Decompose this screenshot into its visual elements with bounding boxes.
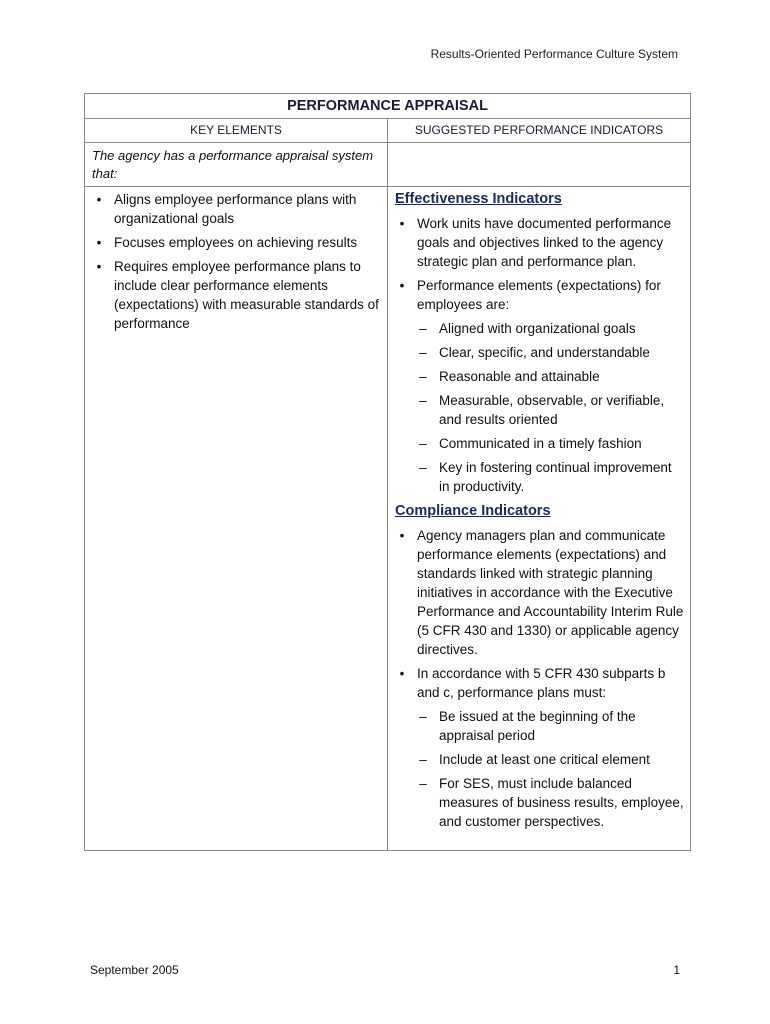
list-item <box>395 214 684 271</box>
key-element-text: Aligns employee performance plans with organizational goals <box>114 192 357 226</box>
sub-indicator-text: Reasonable and attainable <box>439 369 600 384</box>
sub-list-item <box>417 458 684 496</box>
dash-icon: – <box>419 345 427 360</box>
sub-list-item <box>417 391 684 429</box>
key-elements-cell <box>85 187 388 851</box>
column-header-suggested-indicators: SUGGESTED PERFORMANCE INDICATORS <box>388 119 691 143</box>
bullet-icon: • <box>399 528 405 543</box>
sub-indicator-text: Communicated in a timely fashion <box>439 436 642 451</box>
bullet-icon: • <box>96 235 102 250</box>
list-item <box>395 276 684 496</box>
bullet-icon: • <box>96 259 102 274</box>
dash-icon: – <box>419 709 427 724</box>
key-elements-list <box>85 187 387 333</box>
list-item <box>92 257 381 333</box>
intro-statement: The agency has a performance appraisal system that: <box>85 143 388 187</box>
sub-list-item <box>417 343 684 362</box>
indicator-text: In accordance with 5 CFR 430 subparts b and c, performance plans must: <box>417 666 666 700</box>
key-element-text: Focuses employees on achieving results <box>114 235 358 250</box>
table-title: PERFORMANCE APPRAISAL <box>85 94 691 119</box>
list-item <box>395 664 684 831</box>
indicator-text: Work units have documented performance goals and objectives linked to the agency strategic plan and performance plan. <box>417 216 672 269</box>
dash-icon: – <box>419 460 427 475</box>
dash-icon: – <box>419 436 427 451</box>
footer-date: September 2005 <box>90 963 179 977</box>
running-header: Results-Oriented Performance Culture System <box>430 47 678 61</box>
performance-appraisal-table <box>84 93 691 851</box>
key-element-text: Requires employee performance plans to include clear performance elements (expectations) with measurable standards of performance <box>114 259 379 331</box>
list-item <box>92 190 381 228</box>
footer-page-number: 1 <box>673 963 680 977</box>
sub-list-item <box>417 434 684 453</box>
sub-list-item <box>417 319 684 338</box>
column-header-key-elements: KEY ELEMENTS <box>85 119 388 143</box>
dash-icon: – <box>419 393 427 408</box>
sub-list-item <box>417 707 684 745</box>
sub-indicator-text: Clear, specific, and understandable <box>439 345 650 360</box>
bullet-icon: • <box>399 666 405 681</box>
compliance-section <box>395 501 684 831</box>
bullet-icon: • <box>96 192 102 207</box>
bullet-icon: • <box>399 278 405 293</box>
indicator-text: Agency managers plan and communicate performance elements (expectations) and standards linked with strategic planning initiatives in accordance with the Executive Performance and Accountability Interim Rule (5 CFR 430 and 1330) or applicable agency directives. <box>417 528 684 657</box>
sub-indicator-text: For SES, must include balanced measures of business results, employee, and customer perspectives. <box>439 776 684 829</box>
indicator-text: Performance elements (expectations) for employees are: <box>417 278 661 312</box>
bullet-icon: • <box>399 216 405 231</box>
effectiveness-heading: Effectiveness Indicators <box>395 191 562 207</box>
effectiveness-sublist <box>417 319 684 496</box>
sub-indicator-text: Measurable, observable, or verifiable, and results oriented <box>439 393 665 427</box>
dash-icon: – <box>419 321 427 336</box>
sub-list-item <box>417 367 684 386</box>
intro-empty-cell <box>388 143 691 187</box>
compliance-sublist <box>417 707 684 831</box>
indicators-cell <box>388 187 691 851</box>
dash-icon: – <box>419 776 427 791</box>
sub-indicator-text: Key in fostering continual improvement in productivity. <box>439 460 672 494</box>
sub-indicator-text: Include at least one critical element <box>439 752 650 767</box>
list-item <box>395 526 684 659</box>
sub-indicator-text: Be issued at the beginning of the appraisal period <box>439 709 636 743</box>
dash-icon: – <box>419 752 427 767</box>
effectiveness-list <box>395 214 684 496</box>
list-item <box>92 233 381 252</box>
compliance-list <box>395 526 684 831</box>
sub-list-item <box>417 774 684 831</box>
sub-list-item <box>417 750 684 769</box>
dash-icon: – <box>419 369 427 384</box>
compliance-heading: Compliance Indicators <box>395 503 551 519</box>
sub-indicator-text: Aligned with organizational goals <box>439 321 636 336</box>
